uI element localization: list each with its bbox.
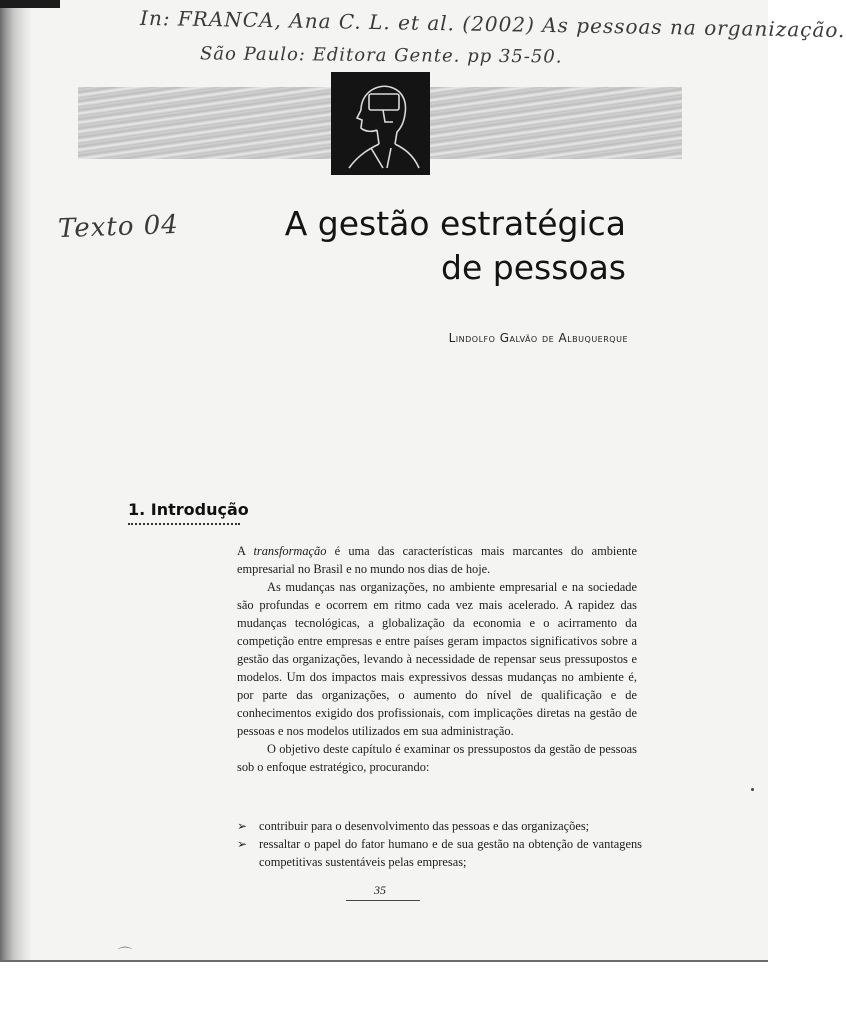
chapter-title-line-1: A gestão estratégica [284, 204, 626, 243]
page-number-rule [346, 900, 420, 901]
scan-edge [0, 0, 60, 8]
scan-speck [751, 788, 754, 791]
list-item [237, 817, 642, 835]
handwritten-citation-line-2: São Paulo: Editora Gente. pp 35-50. [199, 43, 563, 68]
scan-background [0, 960, 768, 1026]
paragraph-1-emphasis: transformação [253, 544, 327, 558]
handwritten-margin-note: Texto 04 [57, 209, 180, 245]
paragraph-3: O objetivo deste capítulo é examinar os pressupostos da gestão de pessoas sob o enfoque estratégico, procurando: [237, 742, 637, 774]
list-item [237, 835, 642, 871]
arrow-bullet-icon: ➢ [237, 837, 248, 851]
paragraph-2: As mudanças nas organizações, no ambiente empresarial e na sociedade são profundas e ocorrem em ritmo cada vez mais acelerado. A rapidez das mudanças tecnológicas, a globalização da economia e o acirramento da competição entre empresas e entre países geram impactos significativos sobre a gestão das organizações, levando à necessidade de repensar seus pressupostos e modelos. Um dos impactos mais expressivos dessas mudanças no ambiente é, por parte das organizações, o aumento do nível de qualificação e de conhecimentos exigido dos profissionais, com implicações diretas na gestão de pessoas e nos modelos utilizados em sua administração. [237, 580, 637, 738]
section-heading: 1. Introdução [128, 500, 249, 519]
handwritten-citation-line-1: In: FRANCA, Ana C. L. et al. (2002) As pessoas na organização. [139, 5, 846, 43]
head-profile-icon [331, 72, 430, 175]
paragraph-1 [237, 542, 637, 578]
paragraph-1-rest: é uma das características mais marcantes do ambiente empresarial no Brasil e no mundo nos dias de hoje. [237, 544, 637, 576]
chapter-author: Lindolfo Galvão de Albuquerque [448, 331, 628, 345]
scan-smudge-icon: ⌒ [118, 947, 132, 963]
chapter-title-line-2: de pessoas [441, 248, 626, 287]
bullet-list [237, 817, 642, 871]
arrow-bullet-icon: ➢ [237, 819, 248, 833]
paragraph-1-start: A [237, 544, 254, 558]
list-item-text: ressaltar o papel do fator humano e de sua gestão na obtenção de vantagens competitivas sustentáveis pelas empresas; [259, 837, 642, 869]
body-text [237, 542, 637, 776]
book-spine-shadow [0, 0, 32, 965]
section-heading-rule [128, 523, 240, 525]
list-item-text: contribuir para o desenvolvimento das pessoas e das organizações; [259, 819, 590, 833]
chapter-title [285, 202, 626, 290]
page-number: 35 [374, 883, 386, 897]
